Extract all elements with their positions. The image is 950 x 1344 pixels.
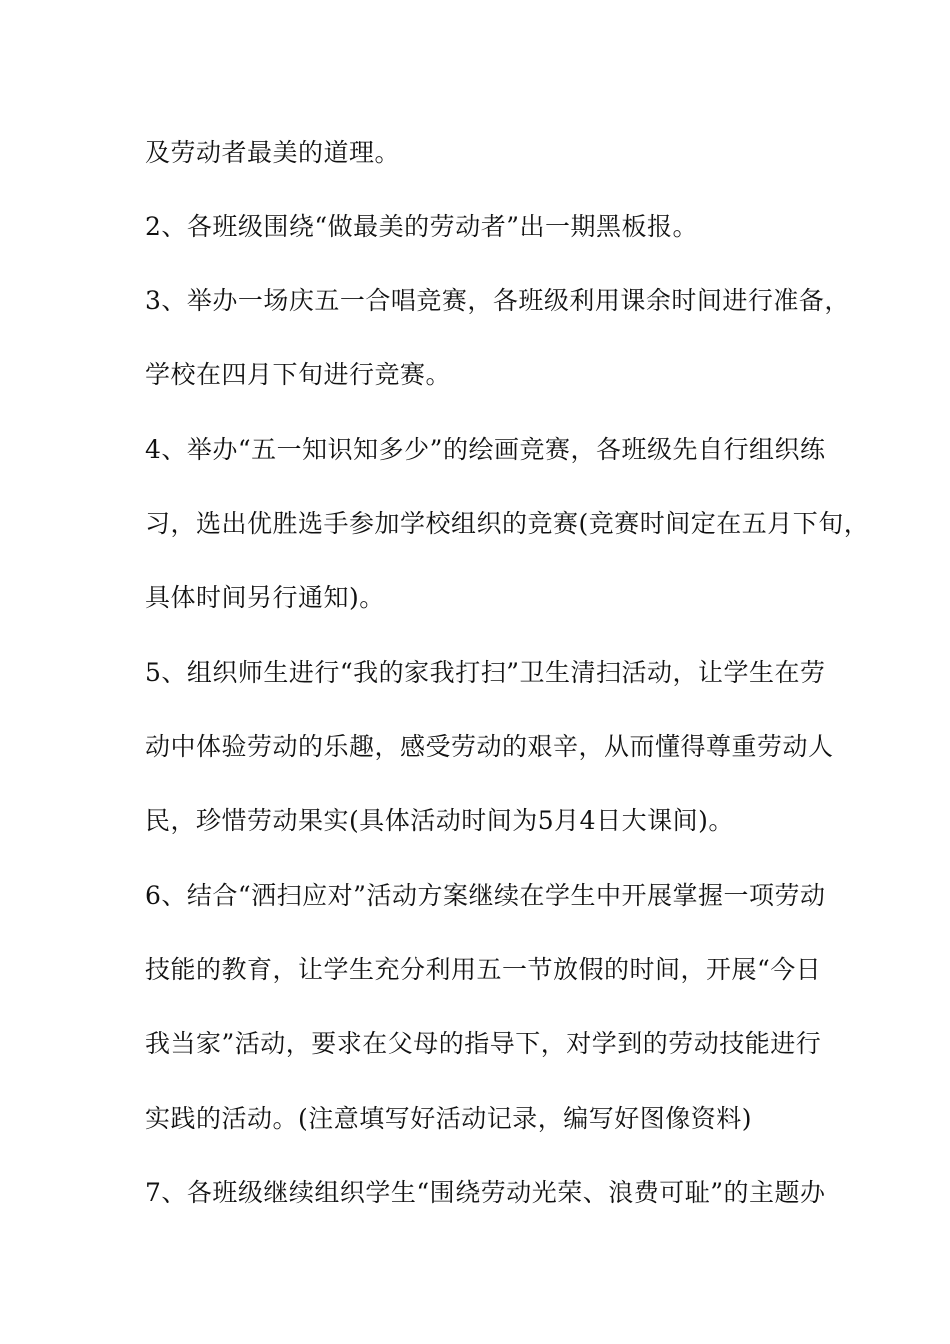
text-line-2: 2、各班级围绕“做最美的劳动者”出一期黑板报。 [145,212,698,241]
text-line-6: 习，选出优胜选手参加学校组织的竞赛(竞赛时间定在五月下旬， [145,509,870,538]
text-line-12: 技能的教育，让学生充分利用五一节放假的时间，开展“今日 [145,955,822,984]
text-line-10: 民，珍惜劳动果实(具体活动时间为5月4日大课间)。 [145,806,734,835]
text-line-8: 5、组织师生进行“我的家我打扫”卫生清扫活动，让学生在劳 [145,658,826,687]
text-line-7: 具体时间另行通知)。 [145,583,385,612]
text-line-15: 7、各班级继续组织学生“围绕劳动光荣、浪费可耻”的主题办 [145,1178,826,1207]
text-line-4: 学校在四月下旬进行竞赛。 [145,360,452,389]
text-line-14: 实践的活动。(注意填写好活动记录，编写好图像资料) [145,1104,753,1133]
text-line-5: 4、举办“五一知识知多少”的绘画竞赛，各班级先自行组织练 [145,435,826,464]
text-line-3: 3、举办一场庆五一合唱竞赛，各班级利用课余时间进行准备， [145,286,850,315]
text-line-13: 我当家”活动，要求在父母的指导下，对学到的劳动技能进行 [145,1029,822,1058]
text-line-1: 及劳动者最美的道理。 [145,138,401,167]
text-line-11: 6、结合“洒扫应对”活动方案继续在学生中开展掌握一项劳动 [145,881,826,910]
text-line-9: 动中体验劳动的乐趣，感受劳动的艰辛，从而懂得尊重劳动人 [145,732,834,761]
